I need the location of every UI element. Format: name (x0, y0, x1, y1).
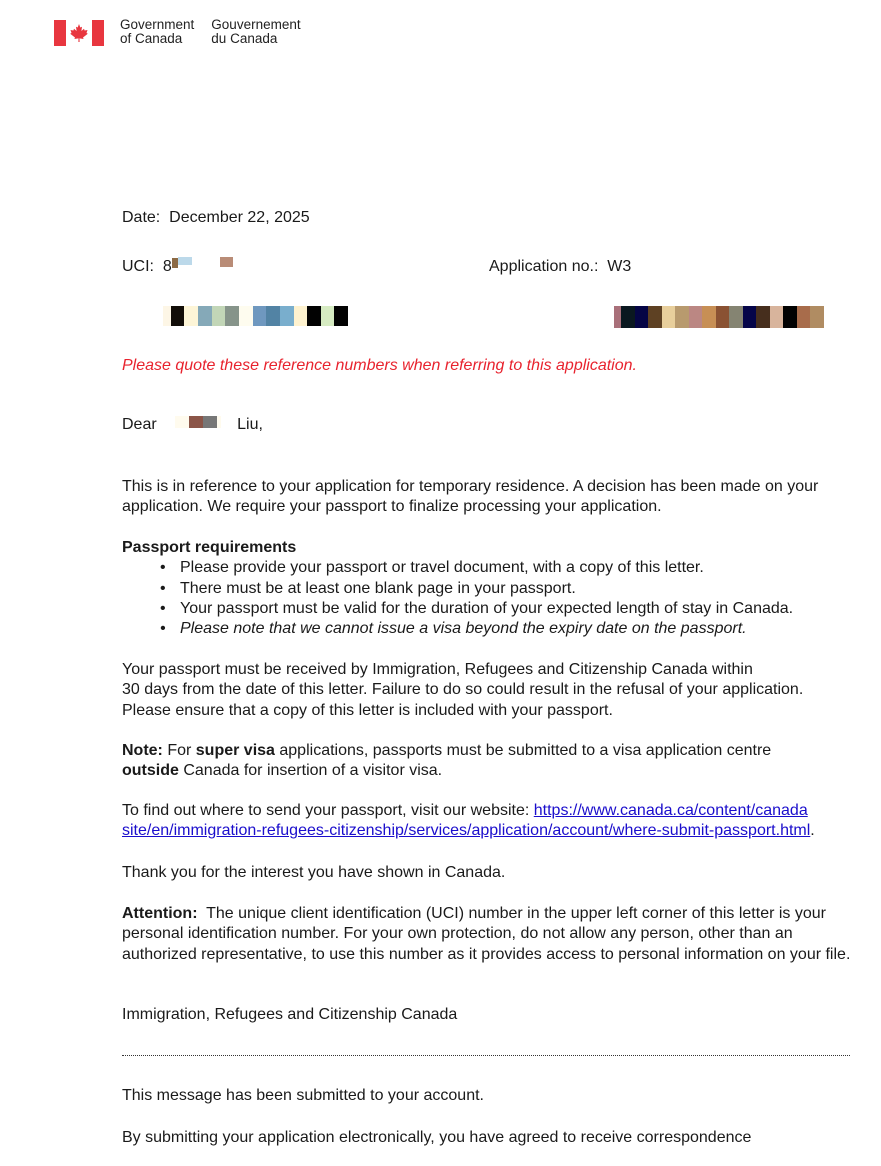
requirement-item: • Your passport must be valid for the duration of your expected length of stay in Canada. (122, 599, 862, 619)
attention-text: The unique client identification (UCI) number in the upper left corner of this letter is your personal identification number. For your own protection, do not allow any person, other than an authorized representative, to use this number as it provides access to personal information on your file. (122, 905, 851, 963)
goc-signature (54, 18, 301, 46)
date-line (122, 208, 310, 228)
requirement-item: • Please note that we cannot issue a visa beyond the expiry date on the passport. (122, 619, 862, 639)
uci-line (122, 257, 233, 277)
uci-redaction (178, 257, 192, 265)
maple-leaf-icon (69, 23, 89, 43)
passport-requirements-section (122, 538, 862, 639)
divider (122, 1055, 850, 1056)
salutation (122, 415, 263, 435)
intro-paragraph: This is in reference to your application for temporary residence. A decision has been made on your application. We require your passport to finalize processing your application. (122, 478, 819, 516)
requirement-item: • There must be at least one blank page in your passport. (122, 579, 862, 599)
application-value: W3 (607, 258, 632, 275)
deadline-line: Your passport must be received by Immigration, Refugees and Citizenship Canada within (122, 661, 753, 678)
canada-flag-icon (54, 20, 104, 46)
note-text: applications, passports must be submitted to a visa application centre (274, 742, 772, 759)
application-label: Application no.: (489, 258, 599, 275)
application-barcode-redacted (614, 306, 824, 328)
deadline-line: Please ensure that a copy of this letter is included with your passport. (122, 701, 613, 719)
uci-value: 8 (163, 258, 233, 275)
where-submit-passport-link[interactable]: https://www.canada.ca/content/canada site/en/immigration-refugees-citizenship/services/application/account/where-submit-passport.html (122, 802, 811, 840)
note-label: Note: (122, 742, 163, 759)
date-label: Date: (122, 209, 161, 226)
thanks-line: Thank you for the interest you have shown in Canada. (122, 864, 506, 881)
uci-redaction (220, 257, 233, 267)
website-prefix: To find out where to send your passport, visit our website: (122, 802, 534, 819)
super-visa-note (122, 741, 822, 782)
reference-note: Please quote these reference numbers when referring to this application. (122, 357, 637, 374)
salutation-prefix: Dear (122, 416, 157, 433)
submitted-notice: This message has been submitted to your account. (122, 1087, 484, 1104)
salutation-name: Liu, (237, 416, 263, 433)
signature-fr-line1: Gouvernement (211, 17, 301, 32)
requirements-list (122, 558, 862, 639)
note-text: Canada for insertion of a visitor visa. (178, 762, 443, 780)
name-redaction (175, 416, 221, 428)
attention-paragraph (122, 904, 852, 965)
attention-label: Attention: (122, 905, 198, 922)
uci-label: UCI: (122, 258, 154, 275)
signature-en-line1: Government (120, 17, 195, 32)
note-text: For (162, 742, 196, 759)
requirements-heading: Passport requirements (122, 539, 297, 556)
signature-fr-line2: du Canada (211, 31, 278, 46)
signature-en-line2: of Canada (120, 31, 183, 46)
deadline-line: 30 days from the date of this letter. Failure to do so could result in the refusal of your application. (122, 681, 804, 699)
deadline-paragraph (122, 660, 862, 721)
uci-barcode-redacted (163, 306, 348, 326)
note-emphasis: outside (122, 762, 179, 780)
date-value: December 22, 2025 (169, 209, 310, 226)
signoff: Immigration, Refugees and Citizenship Canada (122, 1006, 458, 1023)
requirement-item: • Please provide your passport or travel document, with a copy of this letter. (122, 558, 862, 578)
application-line (489, 257, 631, 277)
electronic-notice: By submitting your application electronically, you have agreed to receive correspondence (122, 1129, 752, 1146)
note-emphasis: super visa (195, 742, 275, 759)
signature-french (211, 18, 300, 46)
signature-english (120, 18, 194, 46)
website-paragraph: To find out where to send your passport, visit our website: https://www.canada.ca/content/canada site/en/immigration-refugees-citizenship/services/application/account/where-submit-passport.html. (122, 802, 815, 840)
